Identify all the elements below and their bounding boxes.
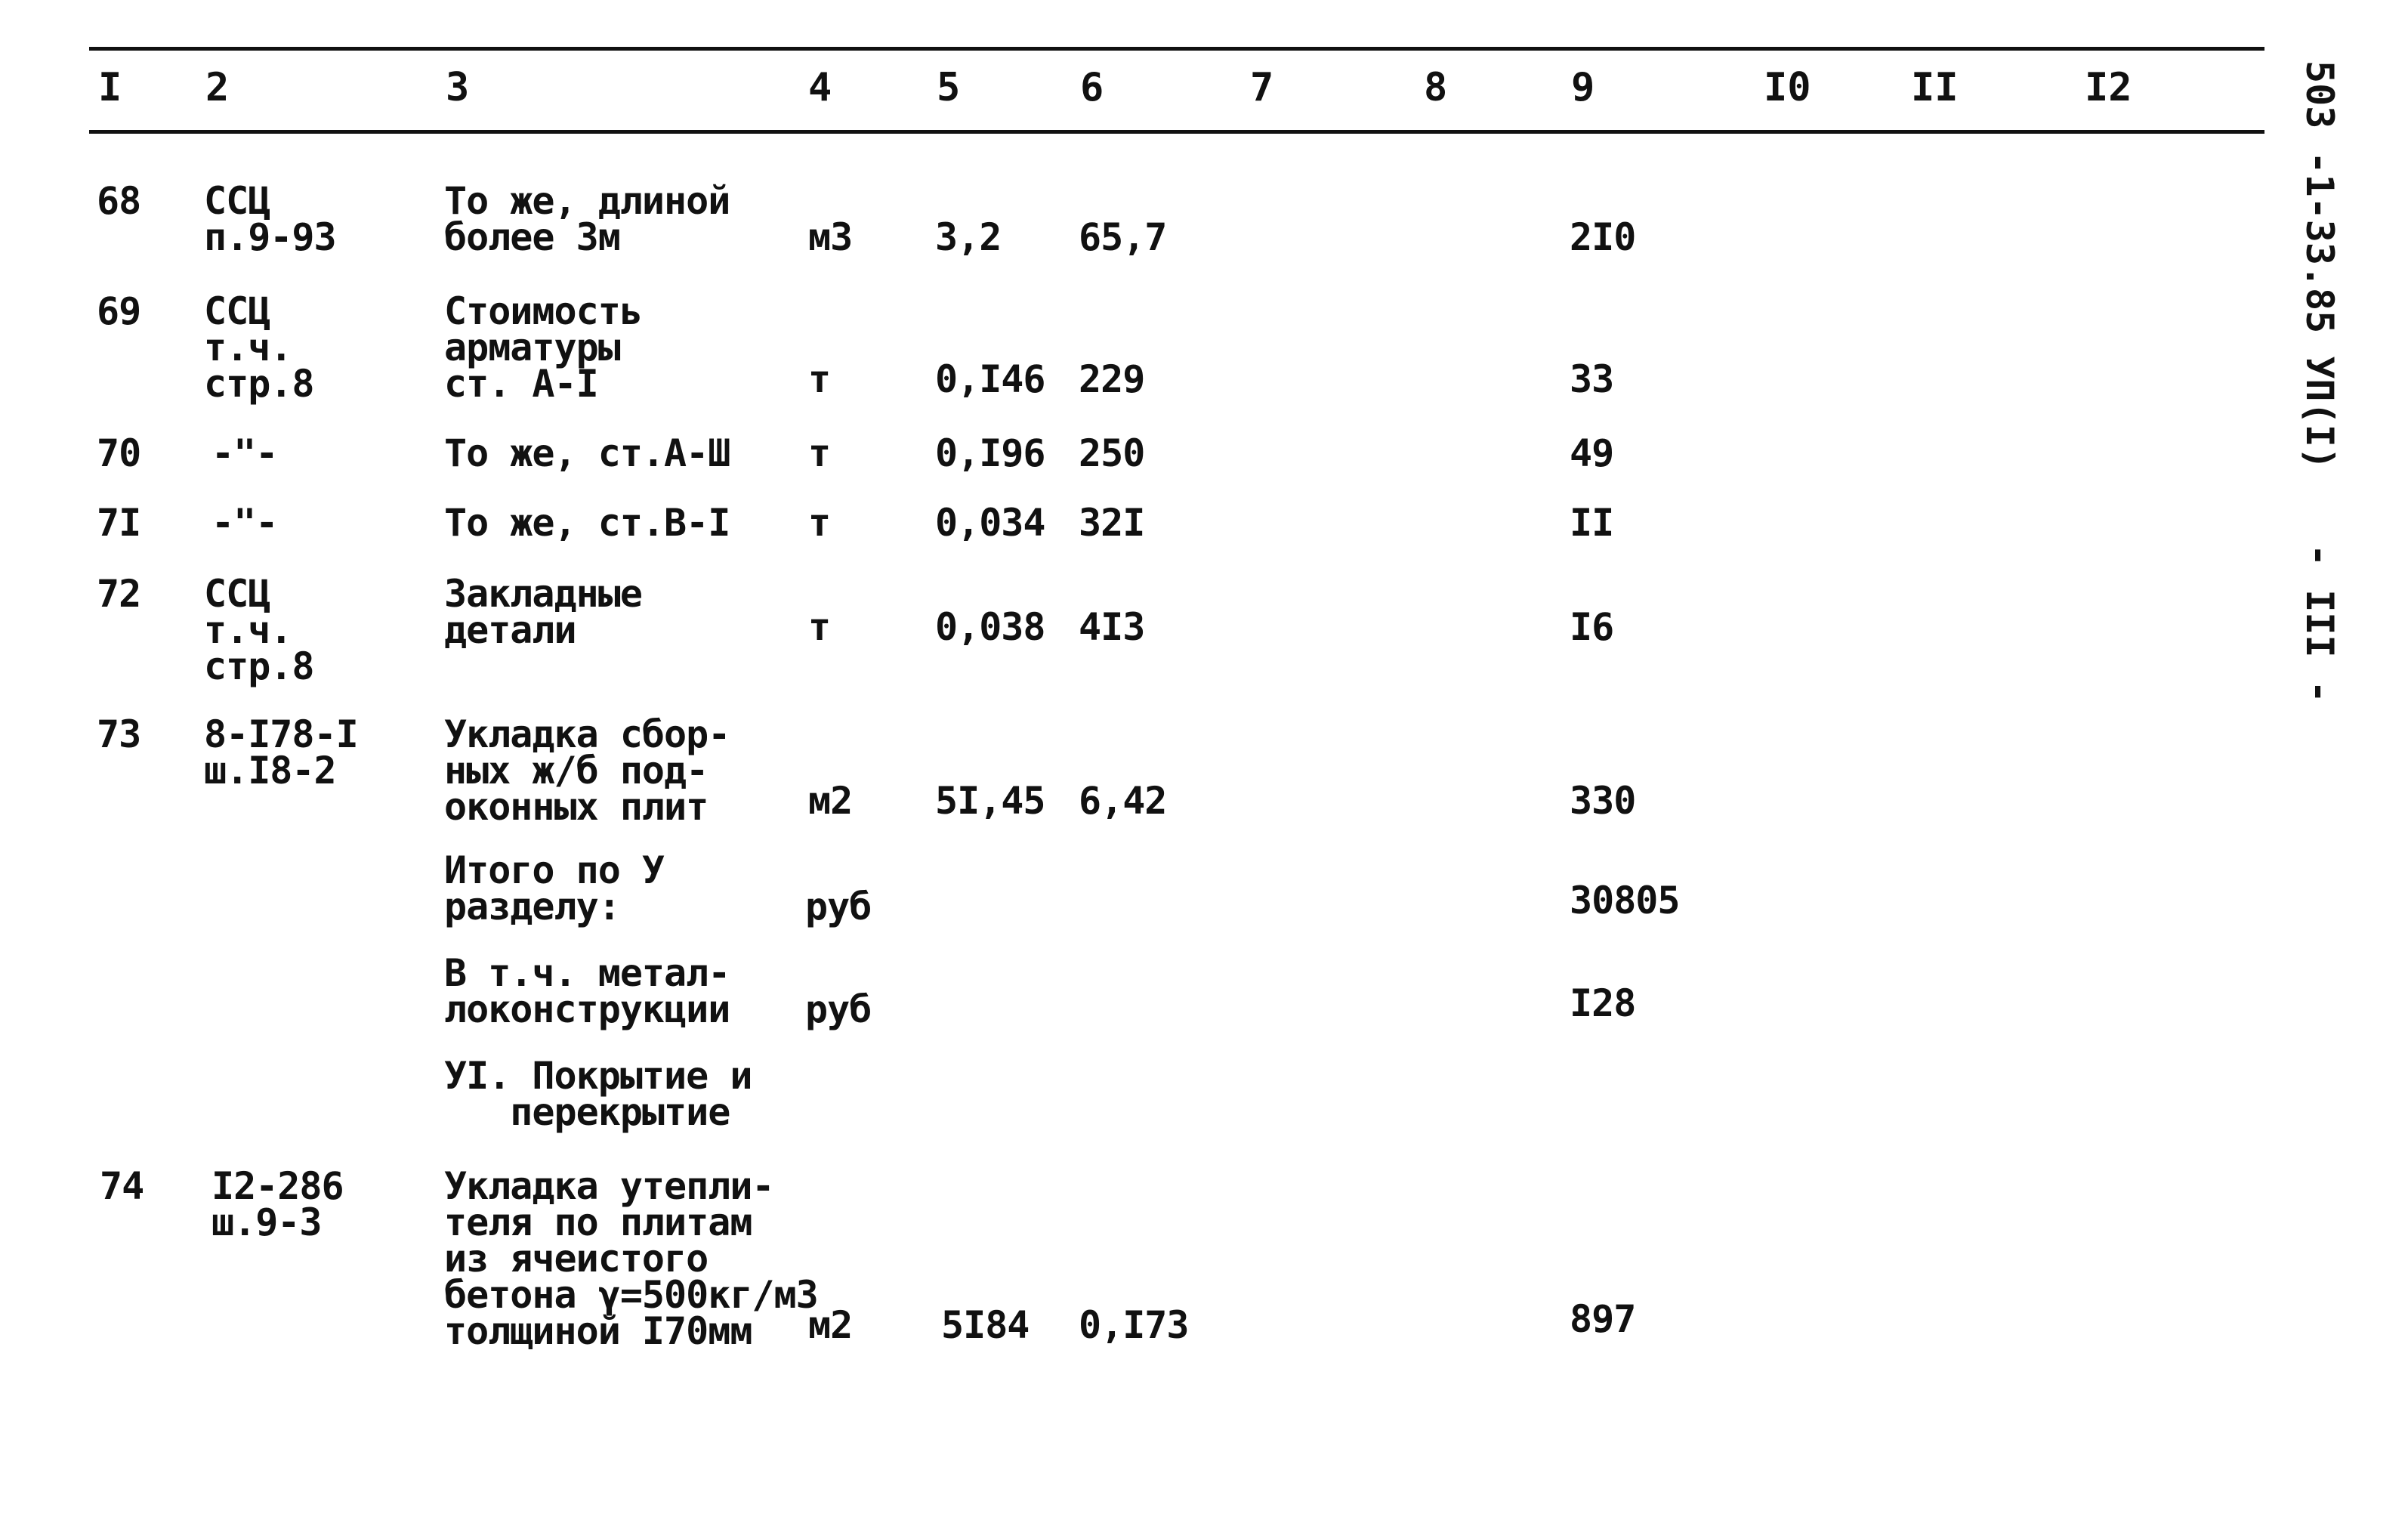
row-description: Итого по У разделу: bbox=[444, 848, 665, 928]
header-col-9: 9 bbox=[1571, 65, 1595, 110]
header-col-12: I2 bbox=[2085, 65, 2132, 110]
row-number: 69 bbox=[97, 289, 141, 333]
row-number: 73 bbox=[97, 712, 141, 756]
row-description: В т.ч. метал- локонструкции bbox=[444, 951, 730, 1031]
header-col-7: 7 bbox=[1250, 65, 1274, 110]
row-total: 897 bbox=[1570, 1297, 1636, 1341]
row-price: 4I3 bbox=[1079, 605, 1145, 649]
row-total: 30805 bbox=[1570, 879, 1680, 922]
row-price: 229 bbox=[1079, 357, 1145, 401]
row-unit: т bbox=[808, 501, 831, 545]
row-quantity: 5I84 bbox=[941, 1303, 1030, 1347]
row-number: 7I bbox=[97, 501, 141, 545]
header-col-6: 6 bbox=[1080, 65, 1104, 110]
header-col-5: 5 bbox=[937, 65, 961, 110]
row-total: 49 bbox=[1570, 431, 1614, 475]
row-number: 70 bbox=[97, 431, 141, 475]
header-col-4: 4 bbox=[808, 65, 832, 110]
row-quantity: 3,2 bbox=[935, 215, 1002, 259]
row-unit: м3 bbox=[808, 215, 853, 259]
row-number: 68 bbox=[97, 179, 141, 223]
row-total: II bbox=[1570, 501, 1614, 545]
row-code: I2-286 ш.9-3 bbox=[211, 1164, 344, 1244]
row-quantity: 0,I46 bbox=[935, 357, 1045, 401]
row-total: I6 bbox=[1570, 605, 1614, 649]
header-col-3: 3 bbox=[446, 65, 470, 110]
header-col-1: I bbox=[98, 65, 122, 110]
row-total: 330 bbox=[1570, 779, 1636, 823]
page-number: - III - bbox=[2298, 544, 2342, 703]
row-quantity: 0,I96 bbox=[935, 431, 1045, 475]
row-unit: т bbox=[808, 605, 831, 649]
header-col-10: I0 bbox=[1764, 65, 1811, 110]
row-total: 2I0 bbox=[1570, 215, 1636, 259]
header-rule bbox=[89, 130, 2264, 134]
document-code: 503 -1-33.85 УП(I) bbox=[2298, 60, 2342, 470]
row-number: 74 bbox=[100, 1164, 144, 1208]
section-heading: УI. Покрытие и перекрытие bbox=[444, 1054, 752, 1134]
row-unit: м2 bbox=[808, 1303, 853, 1347]
row-code: -"- bbox=[211, 431, 278, 475]
row-description: Стоимость арматуры ст. А-I bbox=[444, 289, 642, 406]
row-quantity: 0,038 bbox=[935, 605, 1045, 649]
row-description: То же, ст.В-I bbox=[444, 501, 730, 545]
row-description: Укладка сбор- ных ж/б под- оконных плит bbox=[444, 712, 730, 829]
row-unit: т bbox=[808, 357, 831, 401]
row-quantity: 0,034 bbox=[935, 501, 1045, 545]
row-description: То же, ст.А-Ш bbox=[444, 431, 730, 475]
row-unit: т bbox=[808, 431, 831, 475]
row-code: ССЦ т.ч. стр.8 bbox=[204, 572, 314, 688]
row-total: 33 bbox=[1570, 357, 1614, 401]
row-price: 65,7 bbox=[1079, 215, 1167, 259]
header-col-11: II bbox=[1911, 65, 1959, 110]
header-col-2: 2 bbox=[205, 65, 230, 110]
row-description: То же, длиной более 3м bbox=[444, 179, 730, 259]
row-unit: руб bbox=[805, 885, 872, 928]
row-code: ССЦ т.ч. стр.8 bbox=[204, 289, 314, 406]
row-price: 32I bbox=[1079, 501, 1145, 545]
row-code: ССЦ п.9-93 bbox=[204, 179, 336, 259]
row-description: Укладка утепли- теля по плитам из ячеистого бетона γ=500кг/м3 толщиной I70мм bbox=[444, 1164, 818, 1353]
row-quantity: 5I,45 bbox=[935, 779, 1045, 823]
row-price: 6,42 bbox=[1079, 779, 1167, 823]
row-price: 0,I73 bbox=[1079, 1303, 1189, 1347]
header-col-8: 8 bbox=[1424, 65, 1448, 110]
row-description: Закладные детали bbox=[444, 572, 642, 652]
row-code: 8-I78-I ш.I8-2 bbox=[204, 712, 358, 792]
row-unit: руб bbox=[805, 987, 872, 1031]
row-code: -"- bbox=[211, 501, 278, 545]
row-unit: м2 bbox=[808, 779, 853, 823]
top-rule bbox=[89, 47, 2264, 51]
row-number: 72 bbox=[97, 572, 141, 616]
row-total: I28 bbox=[1570, 981, 1636, 1025]
row-price: 250 bbox=[1079, 431, 1145, 475]
